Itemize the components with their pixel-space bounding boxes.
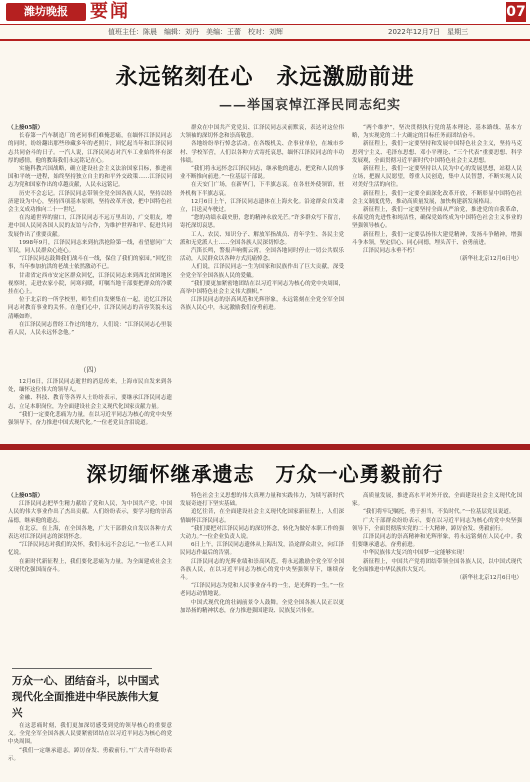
paragraph: 新征程上，我们一定要坚持全面从严治党，推进党的自我革命，永葆党的先进性和纯洁性，确保党始终成为中国特色社会主义事业的坚强领导核心。 — [352, 207, 522, 230]
article1-column-3 — [352, 124, 522, 440]
article2-column-2 — [180, 492, 344, 778]
paragraph: “我们要把对江泽民同志的深切怀念，转化为做好本职工作的强大动力。”一位企业负责人说。 — [180, 525, 344, 541]
paragraph: 在这悲痛时刻，我们更加深切感受到党的领导核心的重要意义。全党全军全国各族人民要紧密团结在以习近平同志为核心的党中央周围。 — [8, 723, 172, 746]
article2-title: 深切缅怀继承遗志 万众一心勇毅前行 — [86, 462, 444, 486]
paragraph: 12月6日上午，江泽民同志遗体在上海火化。沿途群众自发肃立，目送灵车驶过。 — [180, 198, 344, 214]
paragraph: 新征程上，我们一定要坚持和发展中国特色社会主义，坚持马克思列宁主义、毛泽东思想、邓小平理论、“三个代表”重要思想、科学发展观，全面贯彻习近平新时代中国特色社会主义思想。 — [352, 141, 522, 164]
paragraph: 各地纷纷举行悼念活动。在各级机关、企事业单位，在城市乡村、学校军营，人们以各种方式寄托哀思，缅怀江泽民同志的丰功伟绩。 — [180, 141, 344, 164]
paragraph: 甘肃省定西市安定区群众回忆，江泽民同志来到西北贫困地区视察时，走进农家小院，问寒问暖，叮嘱当地干部要把群众的冷暖挂在心上。 — [8, 272, 172, 296]
paragraph: “我们一定要化悲痛为力量，在以习近平同志为核心的党中央坚强领导下，奋力推进中国式现代化。”一位老党员含泪说道。 — [8, 411, 172, 427]
paragraph: 金融、科技、教育等各界人士纷纷表示，要继承江泽民同志遗志，立足本职岗位，为全面建设社会主义现代化国家贡献力量。 — [8, 395, 172, 410]
article1-column-1 — [8, 124, 172, 362]
paragraph: 位于北京的一所学校里，师生们自发聚集在一起，追忆江泽民同志对教育事业的关怀。在他们心中，江泽民同志的音容笑貌永远清晰如昨。 — [8, 297, 172, 320]
pull-quote-rule — [12, 668, 152, 669]
paragraph: “两个维护”，坚决贯彻执行党的基本理论、基本路线、基本方略，为实现党的二十大确定的目标任务而团结奋斗。 — [352, 125, 522, 140]
paragraph: （上接05版） — [8, 493, 44, 499]
paragraph: 在北京，在上海，在全国各地，广大干部群众自发以各种方式表达对江泽民同志的深切怀念。 — [8, 525, 172, 541]
paragraph: 江泽民同志的光辉业绩和崇高风范，将永远激励全党全军全国各族人民，在以习近平同志为核心的党中央坚强领导下，继续奋斗。 — [180, 558, 344, 582]
pull-quote — [12, 666, 160, 721]
paragraph: 新征程上，中国共产党将团结带领全国各族人民，以中国式现代化全面推进中华民族伟大复兴。 — [352, 558, 522, 573]
paragraph: “我们将牢记嘱托，勇于担当，不负时代。”一位基层党员说道。 — [363, 509, 515, 516]
paragraph: 6日上午，江泽民同志遗体从上海出发，沿途群众肃立，向江泽民同志作最后的告别。 — [180, 542, 344, 557]
paragraph: （新华社北京12月6日电） — [456, 256, 522, 263]
paragraph: “我们一定继承遗志，踔厉奋发、勇毅前行。”广大青年纷纷表示。 — [8, 747, 172, 762]
masthead — [0, 0, 530, 24]
paragraph: 在天安门广场，在新华门，下半旗志哀。在各驻外使领馆，驻外机构下半旗志哀。 — [180, 182, 344, 197]
paragraph: 中华民族伟大复兴的中国梦一定能够实现！ — [363, 550, 468, 557]
paragraph: “您的功绩永载史册，您的精神永放光芒。”许多群众写下留言，寄托深切哀思。 — [180, 215, 344, 230]
paragraph: 实施科教兴国战略，确立建设社会主义法治国家目标，推进祖国和平统一进程，始终坚持独立自主的和平外交政策……江泽民同志为党和国家作出的卓越贡献，人民永远铭记。 — [8, 166, 172, 189]
newspaper-logo: 潍坊晚报 — [6, 3, 86, 21]
paragraph: 广大干部群众纷纷表示，要在以习近平同志为核心的党中央坚强领导下，全面贯彻落实党的二十大精神，踔厉奋发、勇毅前行。 — [352, 517, 522, 532]
paragraph: 汽笛长鸣，警报声响彻云霄。全国各地同时停止一切公共娱乐活动，人民群众以各种方式沉痛悼念。 — [180, 248, 344, 263]
paragraph: 新征程上，我们一定要坚持以人民为中心的发展思想，站稳人民立场，把握人民愿望，尊重人民创造，集中人民智慧，不断实现人民对美好生活的向往。 — [352, 166, 522, 189]
paragraph: 新征程上，我们一定要全面深化改革开放，不断彰显中国特色社会主义制度优势，推动高质量发展，加快构建新发展格局。 — [352, 190, 522, 205]
paragraph: 群众在中国共产党党员、江泽民同志灵前默哀，表达对这位伟大领袖的深切怀念和崇高敬意。 — [180, 125, 344, 140]
paragraph: 江泽民同志把毕生精力献给了党和人民，为中国共产党、中国人民的伟大事业作出了杰出贡献。人们纷纷表示，要学习他的崇高品德，继承他的遗志。 — [8, 501, 172, 524]
paragraph: 12月6日，江泽民同志逝世的消息传来，上海市民自发来到各处，缅怀这位伟大的领导人。 — [8, 379, 172, 394]
article2-column-3 — [352, 492, 522, 778]
paragraph: 工人、农民、知识分子、解放军指战员、青年学生、各民主党派和无党派人士……全国各族人民深切悼念。 — [180, 231, 344, 246]
paragraph: 江泽民同志永垂不朽！ — [363, 248, 419, 255]
paragraph: 历史不会忘记。江泽民同志带领全党全国各族人民，坚持以经济建设为中心，坚持四项基本原则，坚持改革开放，把中国特色社会主义成功推向二十一世纪。 — [8, 190, 172, 214]
paragraph: 特色社会主义思想的伟大真理力量和实践伟力，为续写新时代发展奇迹打下坚实基础。 — [180, 493, 344, 508]
paragraph: “江泽民同志鼓舞我们战斗在一线，保住了我们的家园。”回忆往事，当年参加抗洪的老战士依然激动不已。 — [8, 256, 172, 271]
paragraph: （新华社北京12月6日电） — [456, 575, 522, 582]
section-name: 要闻 — [90, 1, 130, 22]
article1-title: 永远铭刻在心 永远激励前进 — [115, 64, 415, 90]
paragraph: 追忆往昔，在全面建设社会主义现代化国家新征程上，人们深情缅怀江泽民同志。 — [180, 509, 344, 524]
paragraph: 人们说，江泽民同志一生为国家和民族作出了巨大贡献，深受全党全军全国各族人民的爱戴。 — [180, 264, 344, 279]
paragraph: 新征程上，我们一定要弘扬伟大建党精神，发扬斗争精神，增强斗争本领，坚定信心、同心同德，埋头苦干、奋勇前进。 — [352, 231, 522, 246]
paragraph: 高质量发展，推进高水平对外开放，全面建设社会主义现代化国家。 — [352, 493, 522, 508]
issue-date: 2022年12月7日 星期三 — [388, 28, 469, 36]
paragraph: “江泽民同志对我们的关怀，我们永远不会忘记。”一位老工人回忆说。 — [8, 542, 172, 557]
paragraph: 在沟通世界的窗口，江泽民同志不远万里出访，广交朋友，增进中国人民同各国人民的友谊与合作，为维护世界和平、促进共同发展作出了重要贡献。 — [8, 215, 172, 238]
article2-column-1 — [8, 492, 172, 662]
article1-subtitle: ——举国哀悼江泽民同志纪实 — [218, 98, 401, 113]
page-number: 07 — [506, 4, 526, 20]
article1-column-2 — [180, 124, 344, 440]
paragraph: 在江泽民同志曾经工作过的地方，人们说：“江泽民同志心里装着人民，人民永远怀念他。” — [8, 321, 172, 337]
info-bar — [0, 24, 530, 41]
paragraph: “我们要更加紧密地团结在以习近平同志为核心的党中央周围，高举中国特色社会主义伟大旗帜。” — [180, 280, 344, 296]
paragraph: 江泽民同志的崇高风范和光辉形象，永远铭刻在全党全军全国各族人民心中，永远激励我们奋勇前进。 — [180, 297, 344, 312]
paragraph: 江泽民同志的崇高精神和光辉形象，将永远铭刻在人民心中。我们要继承遗志，奋勇前进。 — [352, 534, 522, 549]
paragraph: “我们将永远怀念江泽民同志，继承他的遗志，把党和人民的事业不断推向前进。”一位基层干部说。 — [180, 166, 344, 181]
paragraph: 1998年9月，江泽民同志来到抗洪抢险第一线，看望慰问广大军民，同人民群众心连心。 — [8, 239, 172, 255]
article2-column-1b — [8, 722, 172, 778]
paragraph: 长春第一汽车制造厂的老同事们难掩悲痛，在缅怀江泽民同志的同时，纷纷翻出那些珍藏多年的老照片，回忆起当年和江泽民同志共同奋斗的日子。一汽人说，江泽民同志对汽车工业始终怀有深厚的感情，他的教诲我们永远铭记在心。 — [8, 133, 172, 164]
paragraph: 中国式现代化的壮阔前景令人鼓舞。全党全国各族人民正以更加昂扬的精神状态，奋力推进强国建设、民族复兴伟业。 — [180, 599, 344, 614]
paragraph: （上接05版） — [8, 125, 44, 131]
paragraph: 在新时代新征程上，我们要化悲痛为力量，为全面建成社会主义现代化强国而奋斗。 — [8, 558, 172, 573]
paragraph: “江泽民同志为党和人民事业奋斗的一生，是光辉的一生。”一位老同志动情地说。 — [180, 583, 344, 598]
pull-quote-text: 万众一心、团结奋斗，以中国式现代化全面推进中华民族伟大复兴 — [12, 675, 159, 719]
article1-column-1b — [8, 378, 172, 440]
section-marker: （四） — [79, 366, 101, 374]
staff-credits: 值班主任：陈晨 编辑：刘丹 美编：王蕾 校对：刘辉 — [108, 28, 283, 36]
section-divider — [0, 444, 530, 450]
